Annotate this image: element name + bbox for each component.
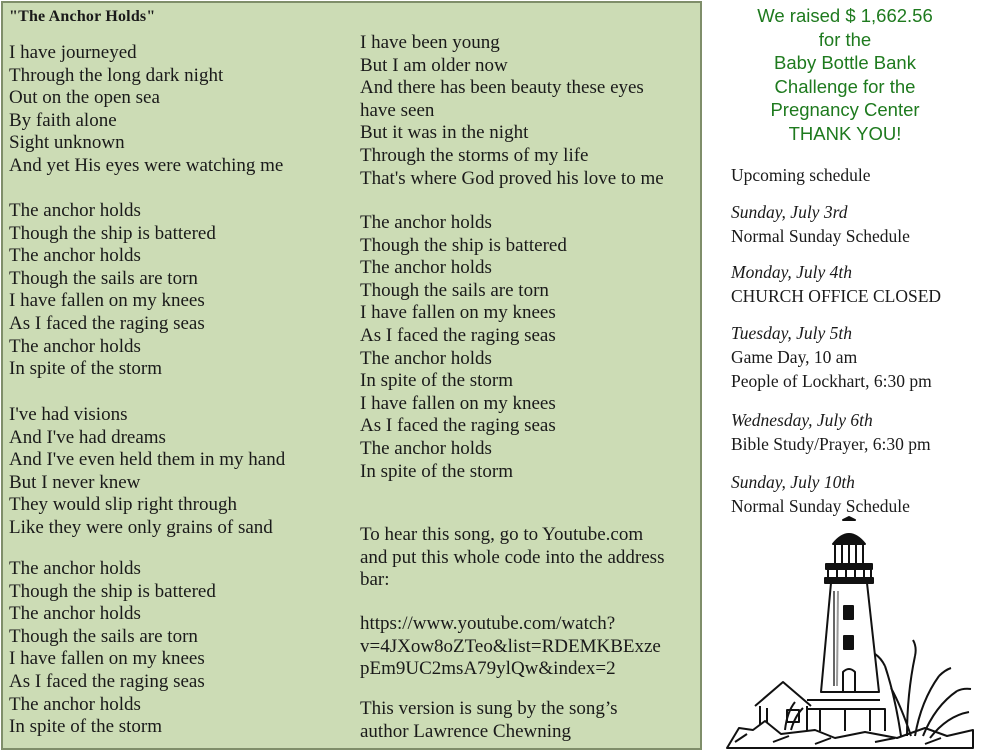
lyric-line: have seen [360,99,435,121]
youtube-instructions [360,524,664,592]
youtube-url [360,613,661,681]
schedule-heading: Upcoming schedule [731,165,871,185]
lyric-line: The anchor holds [360,347,492,369]
lyric-line: I've had visions [9,404,128,425]
fundraiser-announcement [705,4,985,145]
lyric-line: But I am older now [360,54,508,76]
lyric-line: I have been young [360,32,500,53]
right-chorus-3 [360,212,567,483]
lyric-line: As I faced the raging seas [360,324,556,346]
left-verse-1 [9,42,283,178]
lyric-line: In spite of the storm [360,460,514,482]
lyrics-panel [1,1,702,750]
song-title: "The Anchor Holds" [9,8,156,25]
fundraiser-line: for the [818,28,872,50]
lighthouse-icon [725,516,975,751]
lyric-line: Through the long dark night [9,64,224,86]
lyric-line: The anchor holds [9,200,141,221]
lyric-line: I have fallen on my knees [9,290,205,312]
lyric-line: And I've had dreams [9,426,166,448]
schedule-day: Sunday, July 10th [731,472,855,492]
sidebar [705,0,985,754]
schedule-day: Tuesday, July 5th [731,323,853,343]
lyric-line: The anchor holds [9,693,141,715]
url-line: v=4JXow8oZTeo&list=RDEMKBExze [360,635,661,657]
song-credit [360,698,618,743]
fundraiser-line: THANK YOU! [788,122,902,144]
schedule-day: Monday, July 4th [731,262,853,282]
lyric-line: The anchor holds [9,245,141,267]
left-verse-2 [9,404,285,540]
lyric-line: I have fallen on my knees [9,648,205,670]
fundraiser-line: Challenge for the [774,75,916,97]
schedule-entry [731,200,910,248]
lyric-line: As I faced the raging seas [360,415,556,437]
lyric-line: By faith alone [9,109,117,131]
schedule-item: Game Day, 10 am [731,347,858,367]
lyric-line: Like they were only grains of sand [9,516,273,538]
schedule-item: Bible Study/Prayer, 6:30 pm [731,434,931,454]
lyric-line: Though the ship is battered [9,222,216,244]
url-line: pEm9UC2msA79ylQw&index=2 [360,658,616,680]
lyric-line: Sight unknown [9,132,125,154]
lyric-line: In spite of the storm [360,370,514,392]
schedule-item: CHURCH OFFICE CLOSED [731,286,942,306]
lyric-line: In spite of the storm [9,716,163,738]
lyric-line: The anchor holds [9,603,141,625]
credit-line: This version is sung by the song’s [360,698,618,719]
schedule-item: Normal Sunday Schedule [731,226,910,246]
schedule-entry [731,408,931,456]
lyric-line: As I faced the raging seas [9,312,205,334]
schedule-day: Wednesday, July 6th [731,410,873,430]
schedule-entry [731,260,941,308]
lyric-line: But I never knew [9,471,141,493]
lyric-line: But it was in the night [360,122,529,144]
fundraiser-line: Pregnancy Center [770,99,920,120]
lyric-line: That's where God proved his love to me [360,167,664,189]
lyric-line: They would slip right through [9,494,237,516]
lyric-line: Though the ship is battered [360,234,567,256]
instruction-line: bar: [360,569,390,591]
fundraiser-line: We raised $ 1,662.56 [757,5,933,26]
lyric-line: The anchor holds [9,335,141,357]
lyric-line: The anchor holds [360,437,492,459]
lyric-line: And there has been beauty these eyes [360,77,644,99]
schedule-entry [731,470,910,518]
lyric-line: Out on the open sea [9,87,160,109]
lyric-line: The anchor holds [9,558,141,579]
url-line: https://www.youtube.com/watch? [360,613,616,634]
instruction-line: and put this whole code into the address [360,546,665,568]
lyric-line: The anchor holds [360,212,492,233]
lyric-line: Though the ship is battered [9,580,216,602]
lyric-line: The anchor holds [360,257,492,279]
lyric-line: And yet His eyes were watching me [9,154,284,176]
instruction-line: To hear this song, go to Youtube.com [360,524,644,545]
lyric-line: And I've even held them in my hand [9,449,286,471]
lyric-line: Though the sails are torn [9,267,198,289]
lyric-line: Through the storms of my life [360,144,589,166]
credit-line: author Lawrence Chewning [360,720,572,742]
schedule-day: Sunday, July 3rd [731,202,848,222]
lyric-line: In spite of the storm [9,358,163,380]
lyric-line: I have fallen on my knees [360,302,556,324]
lyric-line: I have fallen on my knees [360,392,556,414]
fundraiser-line: Baby Bottle Bank [774,52,916,73]
lyric-line: Though the sails are torn [9,625,198,647]
schedule-item: People of Lockhart, 6:30 pm [731,371,932,391]
lyric-line: As I faced the raging seas [9,670,205,692]
lyric-line: I have journeyed [9,42,137,63]
schedule-item: Normal Sunday Schedule [731,496,910,516]
left-chorus-1 [9,200,216,381]
right-verse-3 [360,32,664,190]
schedule-entry [731,321,932,393]
left-chorus-2 [9,558,216,739]
lyric-line: Though the sails are torn [360,279,549,301]
